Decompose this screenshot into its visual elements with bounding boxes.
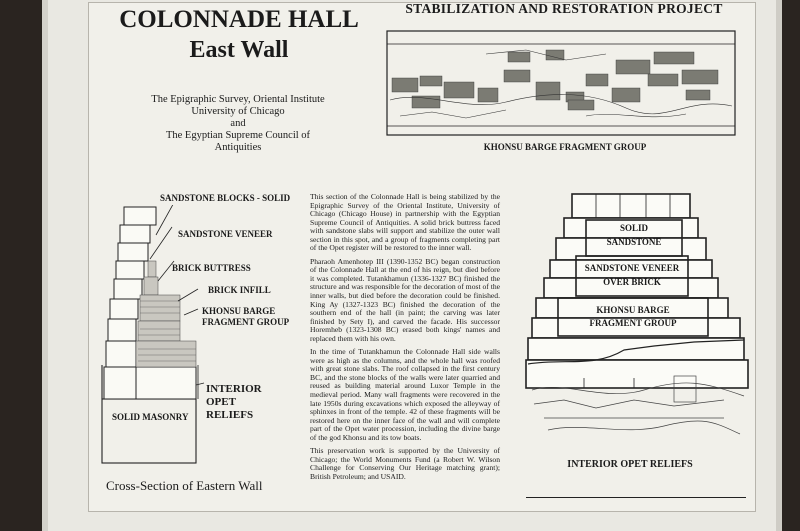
label-sandstone-veneer-elev: SANDSTONE VENEER [584, 263, 680, 273]
label-sandstone-veneer: SANDSTONE VENEER [178, 229, 273, 239]
body-paragraph: This section of the Colonnade Hall is being stabilized by the Epigraphic Survey of the Oriental Institute, University of Chicago (Chicago House) in partnership with the Egyptian Supreme Council of Antiquities. A solid brick buttress faced with sandstone slabs will support and stabilize the outer wall section in this spot, and a group of fragments completing part of the Opet register will be restored to the inner wall. [310, 192, 500, 253]
body-paragraph: This preservation work is supported by the University of Chicago; the World Monuments Fund (a Robert W. Wilson Challenge for Conserving Our Heritage matching grant); British Petroleum; and USAID. [310, 446, 500, 481]
sign-subtitle: East Wall [189, 37, 289, 63]
label-brick-infill: BRICK INFILL [208, 285, 271, 295]
label-khonsu-barge-fragment-group: KHONSU BARGE FRAGMENT GROUP [202, 306, 290, 327]
label-over-brick: OVER BRICK [603, 277, 661, 287]
credit-line: University of Chicago [191, 106, 285, 117]
label-khonsu-barge: KHONSU BARGE [596, 305, 670, 315]
sign-title: COLONNADE HALL [119, 6, 359, 33]
credit-line: The Egyptian Supreme Council of [165, 130, 311, 141]
cross-section-drawing [100, 205, 210, 467]
credit-line: and [230, 118, 246, 129]
fragment-group-caption: KHONSU BARGE FRAGMENT GROUP [483, 142, 647, 152]
credits-block [122, 94, 354, 154]
cross-section-caption: Cross-Section of Eastern Wall [106, 478, 263, 493]
credit-line: Antiquities [214, 142, 262, 153]
label-fragment-group: FRAGMENT GROUP [589, 318, 677, 328]
credit-line: The Epigraphic Survey, Oriental Institute [151, 94, 325, 105]
label-sandstone: SANDSTONE [606, 237, 662, 247]
label-solid: SOLID [619, 223, 648, 233]
body-paragraph: In the time of Tutankhamun the Colonnade Hall side walls were as high as the columns, and the whole hall was roofed with great stone slabs. The roof collapsed in the first century BC, and the stone blocks of the walls were later quarried and reused as building material around Luxor Temple in the medieval period. Many wall fragments were recovered in the late 1950s during excavations which exposed the alleyway of sphinxes in front of the temple. 42 of these fragments will be restored here on the inner face of the wall and will complete part of the Opet water procession, including the divine barge of the god Khonsu and its tow boats. [310, 347, 500, 442]
interior-opet-reliefs-caption: INTERIOR OPET RELIEFS [567, 459, 693, 470]
label-interior-opet-reliefs: INTERIOR OPET RELIEFS [206, 383, 262, 421]
fragment-group-plan [386, 30, 738, 138]
bottom-rule [526, 497, 746, 498]
label-brick-buttress: BRICK BUTTRESS [172, 263, 251, 273]
body-text [310, 193, 500, 487]
project-title: STABILIZATION AND RESTORATION PROJECT [405, 1, 723, 16]
label-solid-masonry: SOLID MASONRY [112, 412, 189, 422]
label-sandstone-blocks-solid: SANDSTONE BLOCKS - SOLID [160, 193, 291, 203]
body-paragraph: Pharaoh Amenhotep III (1390-1352 BC) began construction of the Colonnade Hall at the end of his reign, but died before it was completed. Tutankhamun (1336-1327 BC) finished the structure and was responsible for the decoration of most of the inner walls, but died before the decoration could be finished. King Ay (1327-1323 BC) finished the decoration of the southern end of the hall (in paint; the carving was later finished by Sety I), and carved the facade. His successor Horemheb (1323-1308 BC) erased both kings' names and replaced them with his own. [310, 256, 500, 343]
